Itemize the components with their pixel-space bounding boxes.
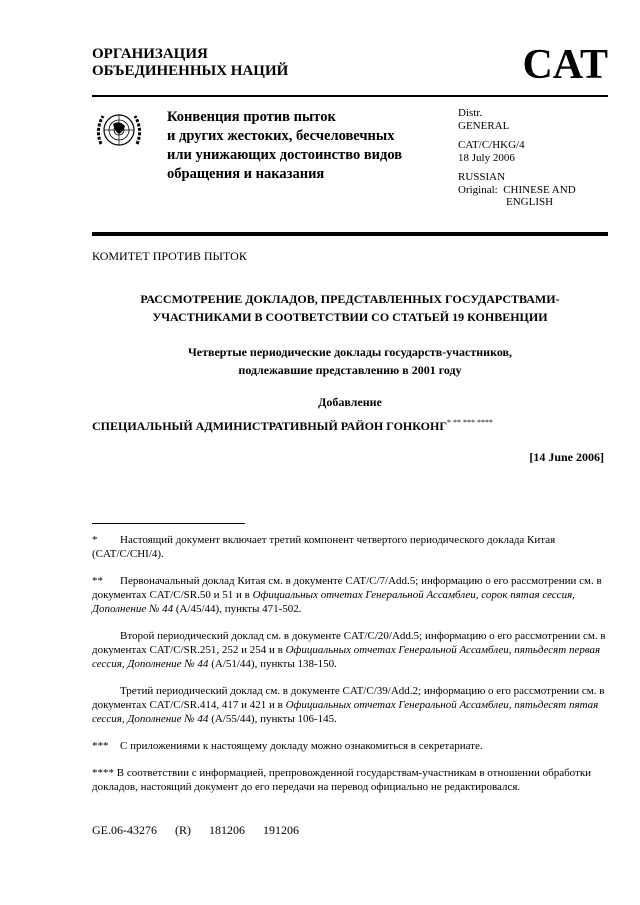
main-heading: РАССМОТРЕНИЕ ДОКЛАДОВ, ПРЕДСТАВЛЕННЫХ ГОСУДАРСТВАМИ- УЧАСТНИКАМИ В СООТВЕТСТВИИ СО СТАТЬЕЙ 19 КОНВЕНЦИИ [140,292,560,324]
divider [92,95,608,97]
organization-name: ОРГАНИЗАЦИЯ ОБЪЕДИНЕННЫХ НАЦИЙ [92,46,289,79]
subheading: Четвертые периодические доклады государств-участников, подлежавшие представлению в 2001 году [187,345,513,377]
footnote: * Настоящий документ включает третий компонент четвертого периодического доклада Китая (CAT/C/CHI/4). [92,534,556,560]
footnote: Третий периодический доклад см. в документе CAT/C/39/Add.2; информацию о его рассмотрении см. в документах CAT/C/SR.414, 417 и 421 и в Официальных отчетах Генеральной Ассамблеи, пятьдесят пятая сессия, Дополнение № 44 (A/55/44), пункты 106-145. [92,685,605,725]
divider-thick [92,232,608,236]
addendum-label: Добавление [318,395,382,409]
distribution-block: Distr. GENERAL CAT/C/HKG/4 18 July 2006 RUSSIAN Original: CHINESE AND ENGLISH [458,107,576,208]
footnote: ** Первоначальный доклад Китая см. в документе CAT/C/7/Add.5; информацию о его рассмотрении см. в документах CAT/C/SR.50 и 51 и в Официальных отчетах Генеральной Ассамблеи, сорок пятая сессия, Дополнение № 44 (A/45/44), пункты 471-502. [92,575,602,615]
document-series-symbol: CAT [522,42,608,88]
footnote-separator [92,523,245,524]
committee-name: КОМИТЕТ ПРОТИВ ПЫТОК [92,249,247,263]
doc-symbol: CAT/C/HKG/4 [458,139,525,151]
convention-title: Конвенция против пыток и других жестоких, бесчеловечных или унижающих достоинство видов обращения и наказания [167,109,403,182]
job-number: GE.06-43276 (R) 181206 191206 [92,823,299,837]
un-emblem-icon [93,106,145,154]
report-date: [14 June 2006] [529,450,604,464]
footnote: *** С приложениями к настоящему докладу можно ознакомиться в секретариате. [92,740,483,752]
footnote: Второй периодический доклад см. в документе CAT/C/20/Add.5; информацию о его рассмотрении см. в документах CAT/C/SR.251, 252 и 254 и в Официальных отчетах Генеральной Ассамблеи, пятьдесят первая сессия, Дополнение № 44 (A/51/44), пункты 138-150. [92,630,606,670]
doc-date: 18 July 2006 [458,151,515,164]
footnotes [92,533,608,807]
footnote: **** В соответствии с информацией, препровожденной государствам-участникам в отношении обработки докладов, настоящий документ до его передачи на перевод официально не редактировался. [92,767,592,793]
region-title: СПЕЦИАЛЬНЫЙ АДМИНИСТРАТИВНЫЙ РАЙОН ГОНКОНГ* ** *** **** [92,418,493,433]
